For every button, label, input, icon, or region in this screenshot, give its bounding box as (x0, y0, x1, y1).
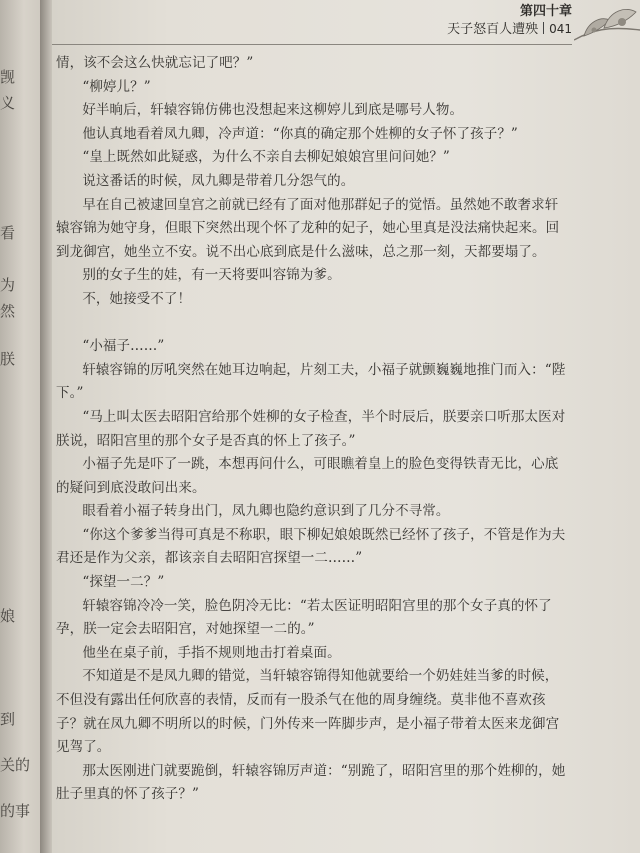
running-head (447, 4, 572, 39)
paragraph: 轩辕容锦冷冷一笑，脸色阴冷无比：“若太医证明昭阳宫里的那个女子真的怀了孕，朕一定会去昭阳宫，对她探望一二的。” (56, 597, 552, 638)
paragraph: 他坐在桌子前，手指不规则地击打着桌面。 (82, 644, 341, 661)
paragraph (56, 312, 566, 336)
page-number: 041 (549, 22, 572, 36)
paragraph: “探望一二？” (82, 574, 165, 591)
paragraph: 眼看着小福子转身出门，凤九卿也隐约意识到了几分不寻常。 (82, 503, 450, 520)
margin-fragment: 的事 (0, 802, 31, 820)
margin-fragment: 关的 (0, 756, 31, 774)
previous-page-edge (0, 0, 40, 853)
paragraph: 情，该不会这么快就忘记了吧？” (56, 55, 254, 71)
paragraph: 说这番话的时候，凤九卿是带着几分怨气的。 (82, 172, 355, 189)
paragraph: “你这个爹爹当得可真是不称职，眼下柳妃娘娘既然已经怀了孩子，不管是作为夫君还是作为父亲，都该亲自去昭阳宫探望一二……” (56, 526, 566, 567)
body-text (56, 52, 566, 807)
margin-fragment: 娘 (0, 607, 16, 625)
margin-fragment: 然 (0, 302, 16, 320)
paragraph: 早在自己被逮回皇宫之前就已经有了面对他那群妃子的觉悟。虽然她不敢奢求轩辕容锦为她守身，但眼下突然出现个怀了龙种的妃子，她心里真是没法痛快起来。回到龙御宫，她坐立不安。说不出心底到底是什么滋味，总之那一刻，天都要塌了。 (56, 196, 560, 260)
chapter-subtitle: 天子怒百人遭殃 (447, 22, 539, 37)
header-rule (52, 44, 572, 45)
paragraph: 不知道是不是凤九卿的错觉，当轩辕容锦得知他就要给一个奶娃娃当爹的时候，不但没有露出任何欣喜的表情，反而有一股杀气在他的周身缠绕。莫非他不喜欢孩子？就在凤九卿不明所以的时候，门外传来一阵脚步声，是小福子带着太医来龙御宫见驾了。 (56, 668, 560, 756)
margin-fragment: 到 (0, 710, 16, 728)
paragraph: 别的女子生的娃，有一天将要叫容锦为爹。 (82, 267, 341, 284)
paragraph: “马上叫太医去昭阳宫给那个姓柳的女子检查，半个时辰后，朕要亲口听那太医对朕说，昭阳宫里的那个女子是否真的怀上了孩子。” (56, 408, 566, 449)
margin-fragment: 为 (0, 276, 16, 294)
chapter-label: 第四十章 (519, 4, 572, 19)
margin-fragment: 朕 (0, 350, 16, 368)
paragraph: 小福子先是吓了一跳，本想再问什么，可眼瞧着皇上的脸色变得铁青无比，心底的疑问到底没敢问出来。 (56, 456, 559, 496)
book-gutter (40, 0, 52, 853)
paragraph: 那太医刚进门就要跪倒，轩辕容锦厉声道：“别跪了，昭阳宫里的那个姓柳的，她肚子里真的怀了孩子？” (56, 762, 566, 803)
flower-ornament-icon (574, 0, 640, 50)
margin-fragment: 看 (0, 224, 16, 242)
margin-fragment: 义 (0, 94, 16, 112)
paragraph: 他认真地看着凤九卿，冷声道：“你真的确定那个姓柳的女子怀了孩子？” (82, 125, 518, 142)
paragraph: 好半晌后，轩辕容锦仿佛也没想起来这柳婷儿到底是哪号人物。 (82, 102, 464, 119)
paragraph: “柳婷儿？” (82, 78, 151, 95)
paragraph: 轩辕容锦的厉吼突然在她耳边响起，片刻工夫，小福子就颤巍巍地推门而入：“陛下。” (56, 361, 566, 402)
book-page (52, 0, 640, 853)
running-head-row (447, 20, 572, 39)
header-divider (543, 22, 544, 34)
margin-fragment: 觊 (0, 68, 16, 86)
paragraph: “皇上既然如此疑惑，为什么不亲自去柳妃娘娘宫里问问她？” (82, 149, 450, 166)
paragraph: 不，她接受不了！ (82, 290, 192, 307)
paragraph: “小福子……” (82, 338, 165, 355)
